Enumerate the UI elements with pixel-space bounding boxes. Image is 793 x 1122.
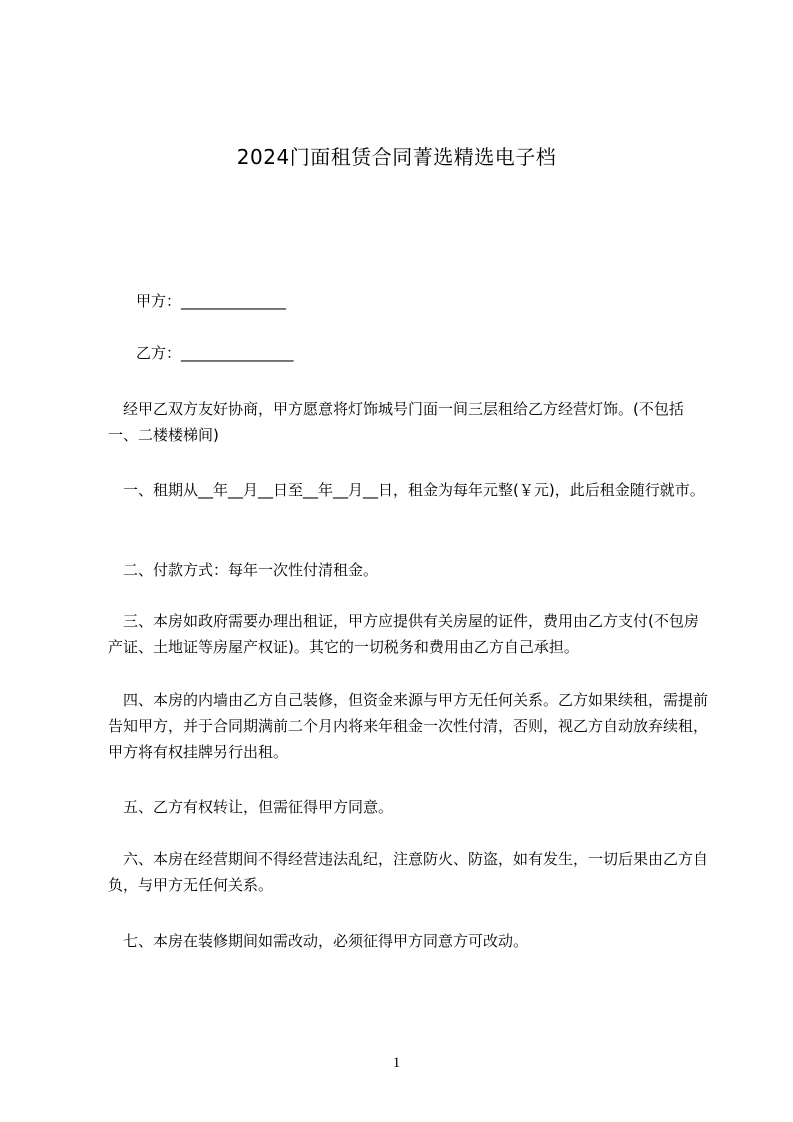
paragraph-clause-6: 六、本房在经营期间不得经营违法乱纪，注意防火、防盗，如有发生，一切后果由乙方自负，与甲方无任何关系。	[108, 850, 709, 894]
party-a-blank: ______________	[181, 292, 287, 310]
party-a-line	[136, 288, 736, 314]
paragraph-clause-2: 二、付款方式：每年一次性付清租金。	[108, 561, 379, 579]
paragraph-clause-4: 四、本房的内墙由乙方自己装修，但资金来源与甲方无任何关系。乙方如果续租，需提前告知甲方，并于合同期满前二个月内将来年租金一次性付清，否则，视乙方自动放弃续租，甲方将有权挂牌另行出租。	[108, 691, 709, 761]
paragraph-clause-7: 七、本房在装修期间如需改动，必须征得甲方同意方可改动。	[108, 932, 529, 950]
page-number: 1	[392, 1055, 401, 1071]
party-b-label: 乙方：	[136, 344, 182, 362]
paragraph-clause-5: 五、乙方有权转让，但需征得甲方同意。	[108, 798, 394, 816]
paragraph-clause-3: 三、本房如政府需要办理出租证，甲方应提供有关房屋的证件，费用由乙方支付(不包房产证、土地证等房屋产权证)。其它的一切税务和费用由乙方自己承担。	[108, 612, 699, 656]
party-b-blank: _______________	[181, 344, 294, 362]
paragraph-intro: 经甲乙双方友好协商，甲方愿意将灯饰城号门面一间三层租给乙方经营灯饰。(不包括一、二楼楼梯间)	[108, 400, 684, 444]
party-b-line	[136, 340, 736, 366]
document-title: 2024门面租赁合同菁选精选电子档	[236, 145, 557, 169]
party-a-label: 甲方：	[136, 292, 182, 310]
paragraph-clause-1: 一、租期从__年__月__日至__年__月__日，租金为每年元整(￥元)，此后租金随行就市。	[108, 481, 705, 499]
